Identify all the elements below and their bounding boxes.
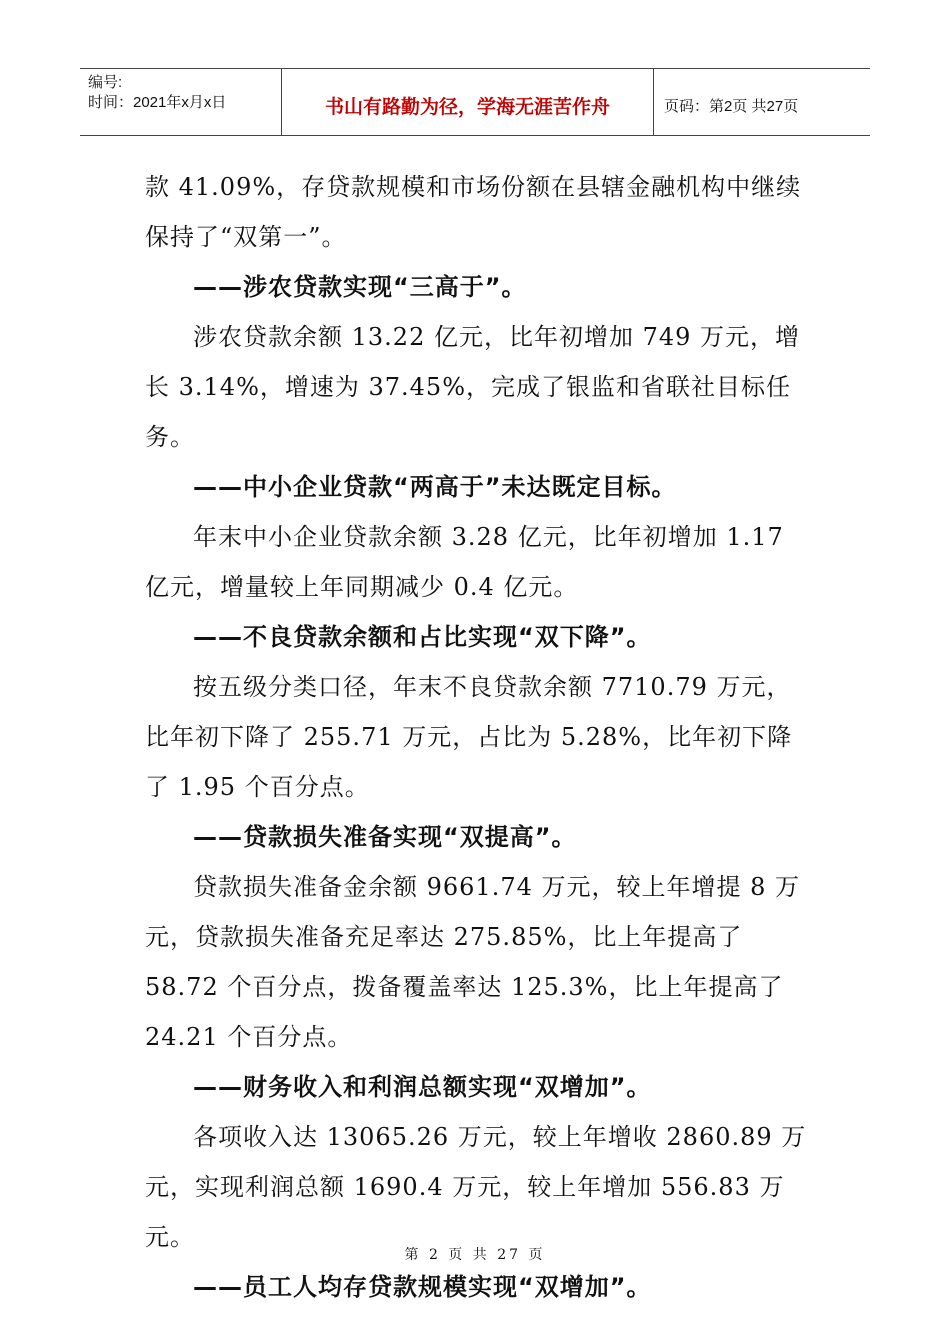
section-heading-revenue-profit: ——财务收入和利润总额实现“双增加”。 bbox=[193, 1073, 652, 1101]
section-heading-npl: ——不良贷款余额和占比实现“双下降”。 bbox=[193, 623, 652, 651]
section-heading-sme-loans: ——中小企业贷款“两高于”未达既定目标。 bbox=[193, 473, 677, 501]
section-heading-per-capita: ——员工人均存贷款规模实现“双增加”。 bbox=[193, 1273, 652, 1301]
paragraph-loss-provision: 贷款损失准备金余额 9661.74 万元，较上年增提 8 万元，贷款损失准备充足率达 275.85%，比上年提高了 58.72 个百分点，拨备覆盖率达 125.3%，比上年提高了 24.21 个百分点。 bbox=[145, 873, 801, 1051]
document-body bbox=[145, 162, 815, 1312]
paragraph-npl: 按五级分类口径，年末不良贷款余额 7710.79 万元，比年初下降了 255.71 万元，占比为 5.28%，比年初下降了 1.95 个百分点。 bbox=[145, 673, 793, 801]
header-page-number: 页码：第2页 共27页 bbox=[664, 97, 799, 115]
header-meta bbox=[80, 69, 282, 135]
section-heading-agri-loans: ——涉农贷款实现“三高于”。 bbox=[193, 273, 527, 301]
paragraph-revenue-profit: 各项收入达 13065.26 万元，较上年增收 2860.89 万元，实现利润总额 1690.4 万元，较上年增加 556.83 万元。 bbox=[145, 1123, 807, 1251]
paragraph-sme-loans: 年末中小企业贷款余额 3.28 亿元，比年初增加 1.17 亿元，增量较上年同期减少 0.4 亿元。 bbox=[145, 523, 784, 601]
header-page-cell bbox=[654, 69, 870, 135]
page-footer bbox=[0, 1244, 950, 1264]
section-heading-loss-provision: ——贷款损失准备实现“双提高”。 bbox=[193, 823, 577, 851]
document-date: 时间：2021年x月x日 bbox=[88, 94, 227, 111]
footer-page-number: 第 2 页 共 27 页 bbox=[404, 1247, 546, 1263]
paragraph-continued: 款 41.09%，存贷款规模和市场份额在县辖金融机构中继续保持了“双第一”。 bbox=[145, 173, 802, 251]
header-motto-cell bbox=[282, 69, 654, 135]
paragraph-agri-loans: 涉农贷款余额 13.22 亿元，比年初增加 749 万元，增长 3.14%，增速为 37.45%，完成了银监和省联社目标任务。 bbox=[145, 323, 801, 451]
document-number-label: 编号: bbox=[88, 74, 123, 91]
page-header bbox=[80, 68, 870, 136]
header-motto: 书山有路勤为径，学海无涯苦作舟 bbox=[324, 95, 610, 118]
